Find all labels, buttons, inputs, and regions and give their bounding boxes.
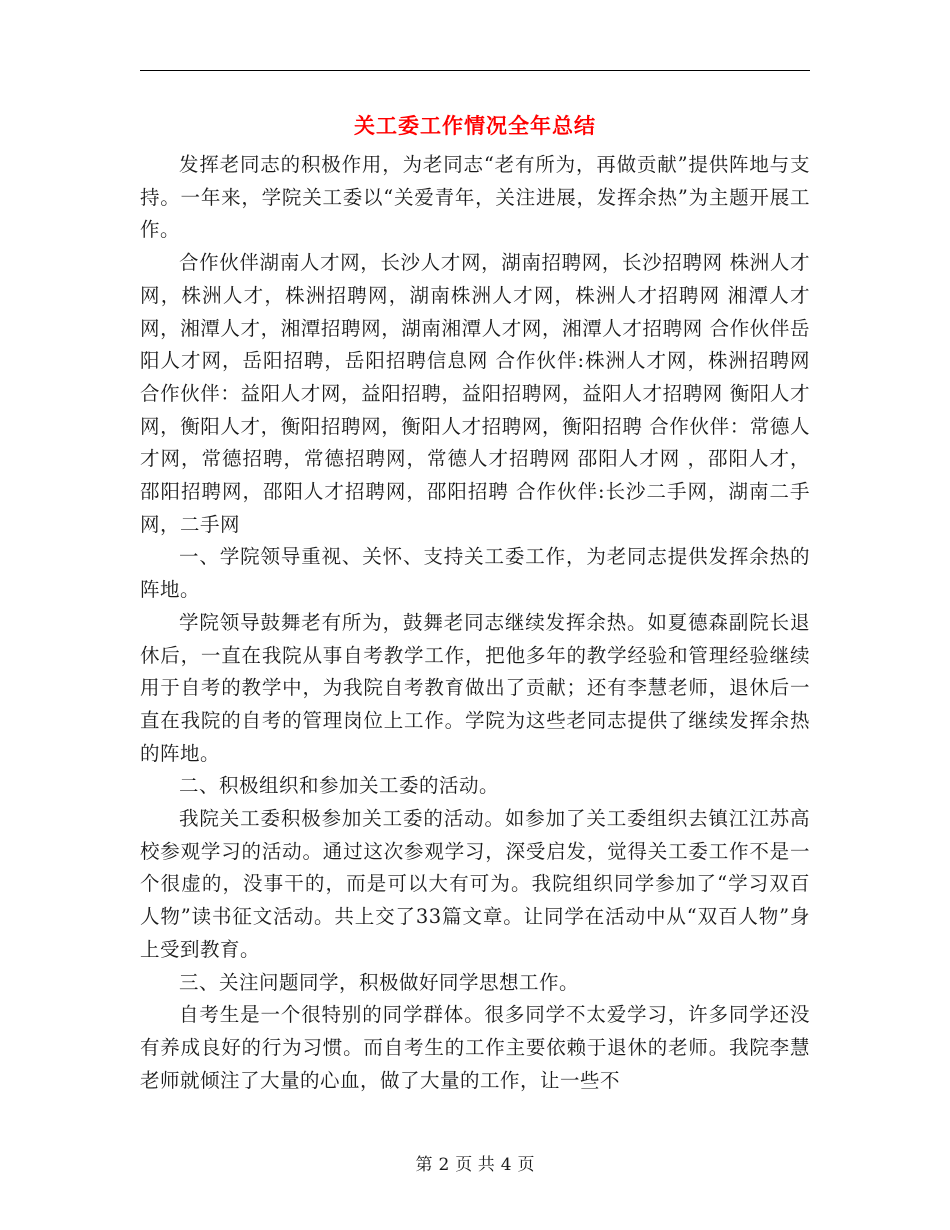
document-title: 关工委工作情况全年总结 <box>354 113 596 138</box>
paragraph-partners: 合作伙伴湖南人才网，长沙人才网，湖南招聘网，长沙招聘网 株洲人才网，株洲人才，株洲招聘网，湖南株洲人才网，株洲人才招聘网 湘潭人才网，湘潭人才，湘潭招聘网，湖南湘潭人才网，湘潭人才招聘网 合作伙伴岳阳人才网，岳阳招聘，岳阳招聘信息网 合作伙伴:株洲人才网，株洲招聘网 合作伙伴：益阳人才网，益阳招聘，益阳招聘网，益阳人才招聘网 衡阳人才网，衡阳人才，衡阳招聘网，衡阳人才招聘网，衡阳招聘 合作伙伴：常德人才网，常德招聘，常德招聘网，常德人才招聘网 邵阳人才网 ，邵阳人才，邵阳招聘网，邵阳人才招聘网，邵阳招聘 合作伙伴:长沙二手网，湖南二手网，二手网 <box>140 251 810 536</box>
section-heading-1: 一、学院领导重视、关怀、支持关工委工作，为老同志提供发挥余热的阵地。 <box>140 545 810 602</box>
section-heading-2: 二、积极组织和参加关工委的活动。 <box>179 774 500 798</box>
paragraph-section-1: 学院领导鼓舞老有所为，鼓舞老同志继续发挥余热。如夏德森副院长退休后，一直在我院从事自考教学工作，把他多年的教学经验和管理经验继续用于自考的教学中，为我院自考教育做出了贡献；还有李慧老师，退休后一直在我院的自考的管理岗位上工作。学院为这些老同志提供了继续发挥余热的阵地。 <box>140 610 810 765</box>
footer-total-pages: 4 <box>500 1155 512 1175</box>
header-rule <box>140 70 810 71</box>
footer-prefix: 第 <box>415 1155 433 1175</box>
paragraph-section-2: 我院关工委积极参加关工委的活动。如参加了关工委组织去镇江江苏高校参观学习的活动。通过这次参观学习，深受启发，觉得关工委工作不是一个很虚的，没事干的，而是可以大有可为。我院组织同学参加了“学习双百人物”读书征文活动。共上交了33篇文章。让同学在活动中从“双百人物”身上受到教育。 <box>140 807 810 961</box>
paragraph-intro: 发挥老同志的积极作用，为老同志“老有所为，再做贡献”提供阵地与支持。一年来，学院关工委以“关爱青年，关注进展，发挥余热”为主题开展工作。 <box>140 153 810 242</box>
document-body <box>140 149 810 1097</box>
footer-page-number: 2 <box>438 1155 450 1175</box>
footer-middle: 页 共 <box>455 1155 495 1175</box>
footer-suffix: 页 <box>517 1155 535 1175</box>
page-footer <box>140 1152 810 1178</box>
paragraph-section-3: 自考生是一个很特别的同学群体。很多同学不太爱学习，许多同学还没有养成良好的行为习惯。而自考生的工作主要依赖于退休的老师。我院李慧老师就倾注了大量的心血，做了大量的工作，让一些不 <box>140 1003 810 1092</box>
section-heading-3: 三、关注问题同学，积极做好同学思想工作。 <box>179 970 580 994</box>
